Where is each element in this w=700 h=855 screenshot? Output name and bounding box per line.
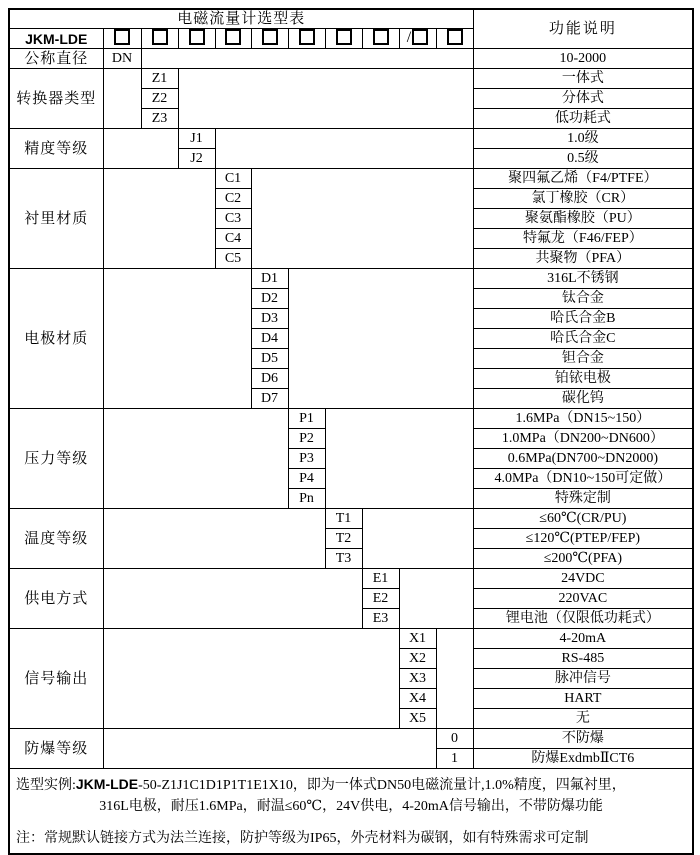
desc-cell: 1.6MPa（DN15~150） bbox=[473, 409, 693, 429]
desc-cell: HART bbox=[473, 689, 693, 709]
desc-cell: 哈氏合金B bbox=[473, 309, 693, 329]
code-cell: D3 bbox=[251, 309, 288, 329]
spacer-cell bbox=[362, 509, 473, 569]
checkbox-cell bbox=[251, 29, 288, 49]
checkbox-icon bbox=[412, 29, 428, 45]
code-cell: X1 bbox=[399, 629, 436, 649]
desc-cell: 1.0MPa（DN200~DN600） bbox=[473, 429, 693, 449]
example-text bbox=[16, 774, 686, 796]
desc-cell: 聚四氟乙烯（F4/PTFE） bbox=[473, 169, 693, 189]
code-cell: J1 bbox=[178, 129, 215, 149]
code-cell: D6 bbox=[251, 369, 288, 389]
spacer-cell bbox=[103, 269, 251, 409]
spec-sheet bbox=[0, 8, 700, 846]
spacer-cell bbox=[215, 129, 473, 169]
code-cell: 0 bbox=[436, 729, 473, 749]
code-cell: P3 bbox=[288, 449, 325, 469]
checkbox-cell bbox=[178, 29, 215, 49]
desc-cell: 特氟龙（F46/FEP） bbox=[473, 229, 693, 249]
checkbox-cell bbox=[399, 29, 436, 49]
desc-cell: ≤120℃(PTEP/FEP) bbox=[473, 529, 693, 549]
desc-cell: 共聚物（PFA） bbox=[473, 249, 693, 269]
desc-cell: 220VAC bbox=[473, 589, 693, 609]
desc-cell: 哈氏合金C bbox=[473, 329, 693, 349]
desc-cell: 无 bbox=[473, 709, 693, 729]
code-cell: D5 bbox=[251, 349, 288, 369]
desc-cell: 低功耗式 bbox=[473, 109, 693, 129]
category-electrode-material: 电极材质 bbox=[9, 269, 103, 409]
code-cell: C5 bbox=[215, 249, 251, 269]
desc-cell: ≤200℃(PFA) bbox=[473, 549, 693, 569]
spacer-cell bbox=[103, 629, 399, 729]
code-cell: DN bbox=[103, 49, 141, 69]
desc-cell: RS-485 bbox=[473, 649, 693, 669]
desc-cell: 0.5级 bbox=[473, 149, 693, 169]
desc-cell: 碳化钨 bbox=[473, 389, 693, 409]
category-signal-output: 信号输出 bbox=[9, 629, 103, 729]
category-pressure-rating: 压力等级 bbox=[9, 409, 103, 509]
desc-cell: 分体式 bbox=[473, 89, 693, 109]
code-cell: C3 bbox=[215, 209, 251, 229]
code-cell: D7 bbox=[251, 389, 288, 409]
checkbox-cell bbox=[103, 29, 141, 49]
code-cell: Pn bbox=[288, 489, 325, 509]
code-cell: Z2 bbox=[141, 89, 178, 109]
code-cell: D2 bbox=[251, 289, 288, 309]
code-cell: C2 bbox=[215, 189, 251, 209]
code-cell: D4 bbox=[251, 329, 288, 349]
desc-cell: 不防爆 bbox=[473, 729, 693, 749]
code-cell: C1 bbox=[215, 169, 251, 189]
desc-cell: 一体式 bbox=[473, 69, 693, 89]
checkbox-cell bbox=[325, 29, 362, 49]
desc-cell: 4.0MPa（DN10~150可定做） bbox=[473, 469, 693, 489]
category-accuracy-class: 精度等级 bbox=[9, 129, 103, 169]
code-cell: X5 bbox=[399, 709, 436, 729]
spacer-cell bbox=[103, 169, 215, 269]
desc-cell: 4-20mA bbox=[473, 629, 693, 649]
code-cell: C4 bbox=[215, 229, 251, 249]
category-power-supply: 供电方式 bbox=[9, 569, 103, 629]
desc-cell: 10-2000 bbox=[473, 49, 693, 69]
desc-cell: 0.6MPa(DN700~DN2000) bbox=[473, 449, 693, 469]
desc-cell: 铂铱电极 bbox=[473, 369, 693, 389]
table-title: 电磁流量计选型表 bbox=[9, 9, 473, 29]
desc-cell: 聚氨酯橡胶（PU） bbox=[473, 209, 693, 229]
example-rest: -50-Z1J1C1D1P1T1E1X10，即为一体式DN50电磁流量计,1.0%精度，四氟衬里， bbox=[138, 778, 626, 793]
code-cell: E3 bbox=[362, 609, 399, 629]
example-model: JKM-LDE bbox=[75, 776, 139, 792]
code-cell: D1 bbox=[251, 269, 288, 289]
category-converter-type: 转换器类型 bbox=[9, 69, 103, 129]
code-cell: E2 bbox=[362, 589, 399, 609]
function-column-header: 功能说明 bbox=[473, 9, 693, 49]
desc-cell: 24VDC bbox=[473, 569, 693, 589]
checkbox-icon bbox=[189, 29, 205, 45]
code-cell: P1 bbox=[288, 409, 325, 429]
checkbox-icon bbox=[114, 29, 130, 45]
checkbox-cell bbox=[141, 29, 178, 49]
code-cell: P2 bbox=[288, 429, 325, 449]
checkbox-icon bbox=[373, 29, 389, 45]
desc-cell: 锂电池（仅限低功耗式） bbox=[473, 609, 693, 629]
checkbox-icon bbox=[152, 29, 168, 45]
footer-cell bbox=[9, 769, 693, 855]
spacer-cell bbox=[103, 509, 325, 569]
desc-cell: 脉冲信号 bbox=[473, 669, 693, 689]
code-cell: E1 bbox=[362, 569, 399, 589]
spacer-cell bbox=[141, 49, 473, 69]
code-cell: J2 bbox=[178, 149, 215, 169]
code-cell: T2 bbox=[325, 529, 362, 549]
desc-cell: 氯丁橡胶（CR） bbox=[473, 189, 693, 209]
checkbox-cell bbox=[362, 29, 399, 49]
code-cell: P4 bbox=[288, 469, 325, 489]
desc-cell: 钽合金 bbox=[473, 349, 693, 369]
code-cell: 1 bbox=[436, 749, 473, 769]
spacer-cell bbox=[103, 69, 141, 129]
desc-cell: 钛合金 bbox=[473, 289, 693, 309]
checkbox-icon bbox=[225, 29, 241, 45]
spacer-cell bbox=[436, 629, 473, 729]
desc-cell: 316L不锈钢 bbox=[473, 269, 693, 289]
checkbox-icon bbox=[262, 29, 278, 45]
category-temperature-rating: 温度等级 bbox=[9, 509, 103, 569]
spacer-cell bbox=[399, 569, 473, 629]
spacer-cell bbox=[103, 129, 178, 169]
desc-cell: 1.0级 bbox=[473, 129, 693, 149]
code-cell: T3 bbox=[325, 549, 362, 569]
flowmeter-selection-table bbox=[8, 8, 694, 855]
category-liner-material: 衬里材质 bbox=[9, 169, 103, 269]
checkbox-cell bbox=[436, 29, 473, 49]
code-cell: X2 bbox=[399, 649, 436, 669]
desc-cell: ≤60℃(CR/PU) bbox=[473, 509, 693, 529]
desc-cell: 特殊定制 bbox=[473, 489, 693, 509]
spacer-cell bbox=[251, 169, 473, 269]
checkbox-icon bbox=[447, 29, 463, 45]
example-prefix: 选型实例: bbox=[16, 778, 76, 793]
spacer-cell bbox=[288, 269, 473, 409]
example-text-line2: 316L电极，耐压1.6MPa，耐温≤60℃，24V供电，4-20mA信号输出，不带防爆功能 bbox=[99, 799, 603, 814]
category-explosion-proof: 防爆等级 bbox=[9, 729, 103, 769]
spacer-cell bbox=[103, 409, 288, 509]
spacer-cell bbox=[178, 69, 473, 129]
spacer-cell bbox=[325, 409, 473, 509]
slash-mark: / bbox=[406, 29, 412, 47]
code-cell: T1 bbox=[325, 509, 362, 529]
model-label: JKM-LDE bbox=[9, 29, 103, 49]
checkbox-cell bbox=[215, 29, 251, 49]
spacer-cell bbox=[103, 729, 436, 769]
code-cell: X3 bbox=[399, 669, 436, 689]
category-nominal-diameter: 公称直径 bbox=[9, 49, 103, 69]
code-cell: Z3 bbox=[141, 109, 178, 129]
code-cell: Z1 bbox=[141, 69, 178, 89]
code-cell: X4 bbox=[399, 689, 436, 709]
checkbox-cell bbox=[288, 29, 325, 49]
checkbox-icon bbox=[299, 29, 315, 45]
spacer-cell bbox=[103, 569, 362, 629]
note-text: 注：常规默认链接方式为法兰连接，防护等级为IP65，外壳材料为碳钢，如有特殊需求可定制 bbox=[16, 831, 589, 846]
checkbox-icon bbox=[336, 29, 352, 45]
desc-cell: 防爆ExdmbⅡCT6 bbox=[473, 749, 693, 769]
